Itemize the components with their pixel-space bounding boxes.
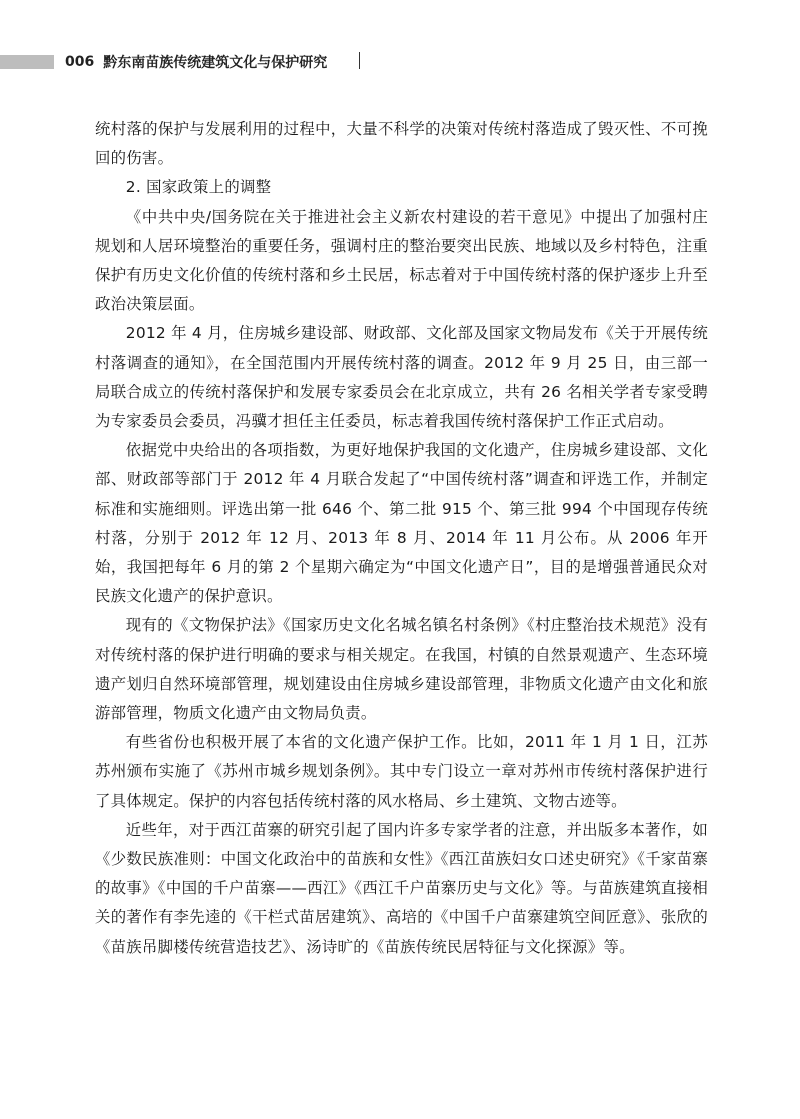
header-decoration-bar <box>0 55 54 69</box>
paragraph: 依据党中央给出的各项指数，为更好地保护我国的文化遗产，住房城乡建设部、文化部、财政部等部门于 2012 年 4 月联合发起了“中国传统村落”调查和评选工作，并制定标准和实施细则。评选出第一批 646 个、第二批 915 个、第三批 994 个中国现存传统村落，分别于 2012 年 12 月、2013 年 8 月、2014 年 11 月公布。从 2006 年开始，我国把每年 6 月的第 2 个星期六确定为“中国文化遗产日”，目的是增强普通民众对民族文化遗产的保护意识。 <box>95 441 708 606</box>
paragraph: 《中共中央/国务院在关于推进社会主义新农村建设的若干意见》中提出了加强村庄规划和人居环境整治的重要任务，强调村庄的整治要突出民族、地域以及乡村特色，注重保护有历史文化价值的传统村落和乡土民居，标志着对于中国传统村落的保护逐步上升至政治决策层面。 <box>95 207 708 314</box>
paragraph: 有些省份也积极开展了本省的文化遗产保护工作。比如，2011 年 1 月 1 日，江苏苏州颁布实施了《苏州市城乡规划条例》。其中专门设立一章对苏州市传统村落保护进行了具体规定。保护的内容包括传统村落的风水格局、乡土建筑、文物古迹等。 <box>95 733 708 810</box>
body-text <box>95 115 708 962</box>
paragraph: 近些年，对于西江苗寨的研究引起了国内许多专家学者的注意，并出版多本著作，如《少数民族准则：中国文化政治中的苗族和女性》《西江苗族妇女口述史研究》《千家苗寨的故事》《中国的千户苗寨——西江》《西江千户苗寨历史与文化》等。与苗族建筑直接相关的著作有李先逵的《干栏式苗居建筑》、高培的《中国千户苗寨建筑空间匠意》、张欣的《苗族吊脚楼传统营造技艺》、汤诗旷的《苗族传统民居特征与文化探源》等。 <box>95 820 708 956</box>
page-number: 006 <box>65 54 95 70</box>
header-divider <box>359 52 360 69</box>
paragraph: 2012 年 4 月，住房城乡建设部、财政部、文化部及国家文物局发布《关于开展传统村落调查的通知》，在全国范围内开展传统村落的调查。2012 年 9 月 25 日，由三部一局联合成立的传统村落保护和发展专家委员会在北京成立，共有 26 名相关学者专家受聘为专家委员会委员，冯骥才担任主任委员，标志着我国传统村落保护工作正式启动。 <box>95 324 708 431</box>
paragraph: 统村落的保护与发展利用的过程中，大量不科学的决策对传统村落造成了毁灭性、不可挽回的伤害。 <box>95 120 708 168</box>
paragraph: 现有的《文物保护法》《国家历史文化名城名镇名村条例》《村庄整治技术规范》没有对传统村落的保护进行明确的要求与相关规定。在我国，村镇的自然景观遗产、生态环境遗产划归自然环境部管理，规划建设由住房城乡建设部管理，非物质文化遗产由文化和旅游部管理，物质文化遗产由文物局负责。 <box>95 616 708 723</box>
section-heading: 2. 国家政策上的调整 <box>125 178 272 197</box>
running-header <box>65 51 327 73</box>
book-title: 黔东南苗族传统建筑文化与保护研究 <box>103 55 328 71</box>
